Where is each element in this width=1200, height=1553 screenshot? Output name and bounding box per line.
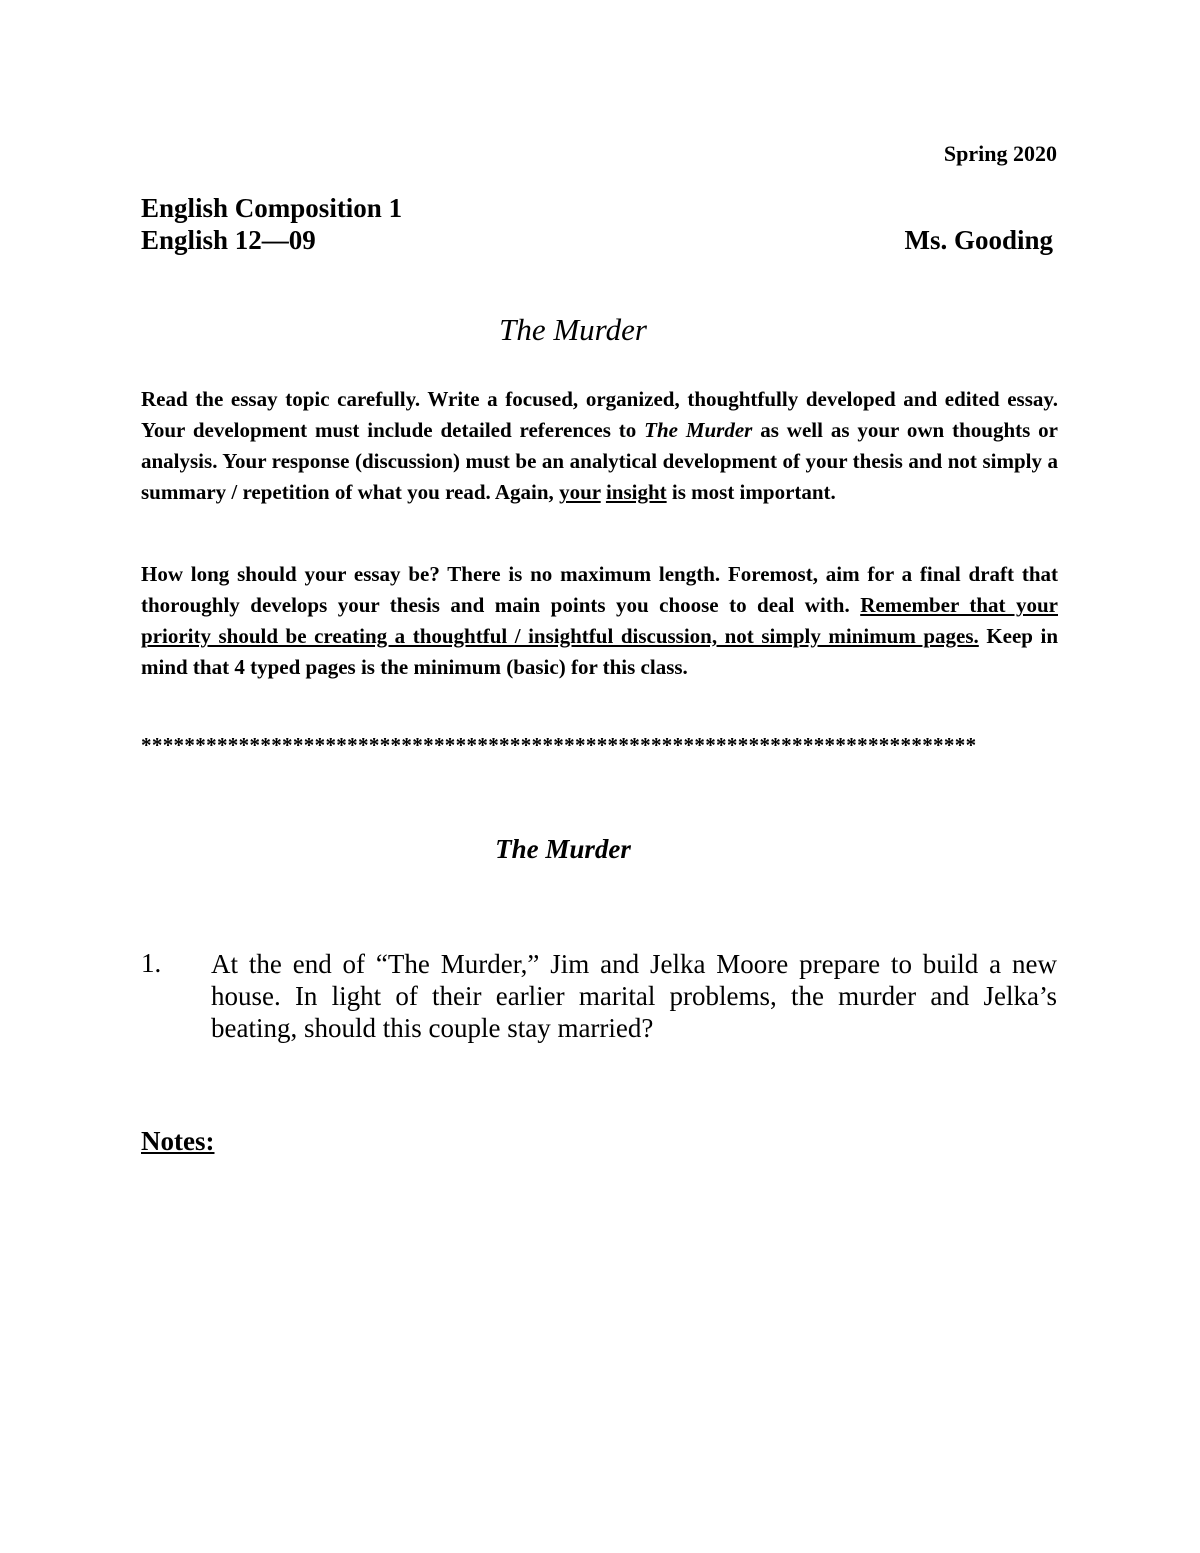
course-name: English Composition 1 (141, 193, 403, 223)
page-title: The Murder (499, 312, 647, 347)
teacher-name: Ms. Gooding (904, 225, 1053, 255)
term-label: Spring 2020 (943, 141, 1057, 166)
p2-text-a: How long should your essay be? There is no maximum length. Foremost, aim for a final draft that thoroughly develops your thesis and main points you choose to deal with. (141, 562, 1058, 617)
p1-underline-your: your (559, 480, 601, 504)
course-code: English 12—09 (141, 225, 316, 255)
question-number: 1. (141, 948, 162, 978)
p1-text-a: Read the essay topic carefully. Write a focused, organized, thoughtfully developed and edited essay. Your development must include detailed references to (141, 387, 1058, 442)
p1-text-b: as well as your own thoughts or analysis. Your response (discussion) must be an analytical development of your thesis and not simply a summary / repetition of what you read. Again, (141, 418, 1059, 504)
question-text: At the end of “The Murder,” Jim and Jelka Moore prepare to build a new house. In light of their earlier marital problems, the murder and Jelka’s beating, should this couple stay married? (211, 949, 1057, 1043)
p2-text-b: Keep in mind that 4 typed pages is the minimum (basic) for this class. (141, 624, 1058, 679)
notes-heading: Notes: (141, 1126, 215, 1156)
instructions-paragraph-2 (141, 559, 1058, 683)
section-title: The Murder (495, 834, 631, 864)
p1-italic-title: The Murder (644, 418, 753, 442)
p1-underline-insight: insight (605, 480, 667, 504)
instructions-paragraph-1 (141, 384, 1058, 508)
p2-underlined-text: Remember that your priority should be creating a thoughtful / insightful discussion, not simply minimum pages. (141, 593, 1058, 648)
separator-line: ***************************************************************************** (141, 733, 977, 757)
p1-text-c: is most important. (666, 480, 836, 504)
